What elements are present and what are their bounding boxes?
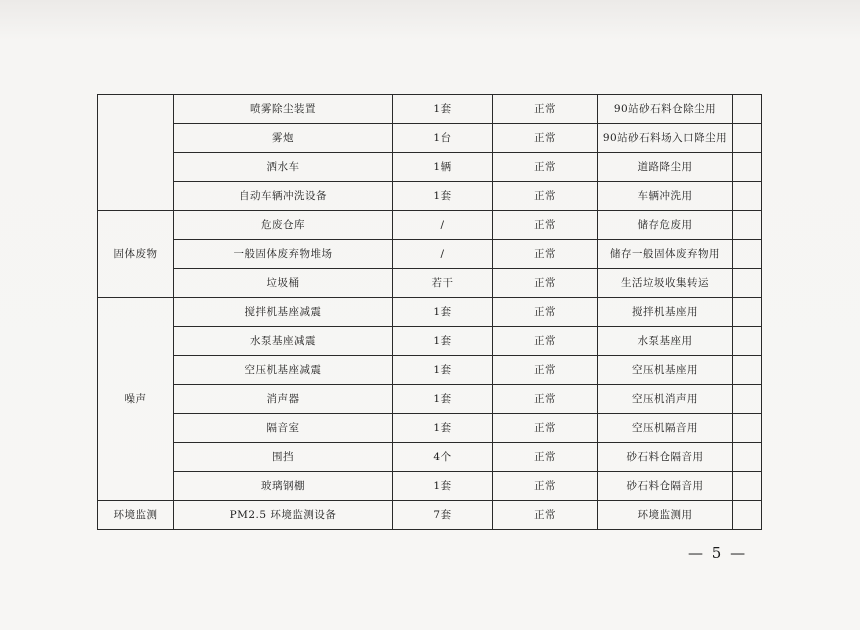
table-row (98, 153, 762, 182)
table-row (98, 327, 762, 356)
equipment-status: 正常 (493, 95, 598, 124)
category-cell-dust (98, 95, 174, 211)
equipment-purpose: 90站砂石料仓除尘用 (598, 95, 733, 124)
equipment-purpose: 储存危废用 (598, 211, 733, 240)
table-row (98, 298, 762, 327)
equipment-status: 正常 (493, 298, 598, 327)
remark-cell (733, 182, 762, 211)
remark-cell (733, 95, 762, 124)
equipment-status: 正常 (493, 269, 598, 298)
equipment-status: 正常 (493, 153, 598, 182)
equipment-quantity: / (393, 211, 493, 240)
table-row (98, 356, 762, 385)
table-row (98, 472, 762, 501)
equipment-quantity: 1套 (393, 472, 493, 501)
table-row (98, 240, 762, 269)
equipment-status: 正常 (493, 327, 598, 356)
equipment-quantity: 1辆 (393, 153, 493, 182)
table-row (98, 124, 762, 153)
equipment-status: 正常 (493, 443, 598, 472)
equipment-name: 消声器 (174, 385, 393, 414)
equipment-status: 正常 (493, 182, 598, 211)
table-row (98, 385, 762, 414)
equipment-name: 玻璃钢棚 (174, 472, 393, 501)
equipment-name: 空压机基座减震 (174, 356, 393, 385)
equipment-status: 正常 (493, 501, 598, 530)
equipment-purpose: 空压机基座用 (598, 356, 733, 385)
equipment-name: 搅拌机基座减震 (174, 298, 393, 327)
equipment-purpose: 道路降尘用 (598, 153, 733, 182)
equipment-status: 正常 (493, 240, 598, 269)
equipment-quantity: 1套 (393, 385, 493, 414)
equipment-purpose: 90站砂石料场入口降尘用 (598, 124, 733, 153)
equipment-purpose: 砂石料仓隔音用 (598, 443, 733, 472)
equipment-purpose: 水泵基座用 (598, 327, 733, 356)
remark-cell (733, 211, 762, 240)
remark-cell (733, 501, 762, 530)
equipment-name: 围挡 (174, 443, 393, 472)
remark-cell (733, 269, 762, 298)
equipment-status: 正常 (493, 356, 598, 385)
table-row (98, 182, 762, 211)
equipment-purpose: 搅拌机基座用 (598, 298, 733, 327)
equipment-quantity: 1套 (393, 327, 493, 356)
table-row (98, 414, 762, 443)
category-cell: 环境监测 (98, 501, 174, 530)
table-row (98, 269, 762, 298)
equipment-quantity: 若干 (393, 269, 493, 298)
remark-cell (733, 240, 762, 269)
equipment-purpose: 生活垃圾收集转运 (598, 269, 733, 298)
equipment-name: 垃圾桶 (174, 269, 393, 298)
equipment-status: 正常 (493, 124, 598, 153)
equipment-quantity: 1套 (393, 356, 493, 385)
equipment-table (97, 94, 762, 530)
equipment-name: 危废仓库 (174, 211, 393, 240)
page-number: — 5 — (688, 544, 748, 562)
equipment-quantity: 1套 (393, 182, 493, 211)
equipment-quantity: / (393, 240, 493, 269)
category-cell: 固体废物 (98, 211, 174, 298)
equipment-quantity: 1台 (393, 124, 493, 153)
equipment-name: 自动车辆冲洗设备 (174, 182, 393, 211)
equipment-quantity: 1套 (393, 414, 493, 443)
equipment-quantity: 1套 (393, 298, 493, 327)
equipment-name: 水泵基座减震 (174, 327, 393, 356)
remark-cell (733, 385, 762, 414)
equipment-name: 洒水车 (174, 153, 393, 182)
remark-cell (733, 356, 762, 385)
equipment-quantity: 1套 (393, 95, 493, 124)
remark-cell (733, 443, 762, 472)
equipment-name: 一般固体废弃物堆场 (174, 240, 393, 269)
equipment-purpose: 车辆冲洗用 (598, 182, 733, 211)
equipment-purpose: 空压机消声用 (598, 385, 733, 414)
equipment-purpose: 储存一般固体废弃物用 (598, 240, 733, 269)
equipment-status: 正常 (493, 414, 598, 443)
remark-cell (733, 124, 762, 153)
category-cell: 噪声 (98, 298, 174, 501)
remark-cell (733, 153, 762, 182)
equipment-status: 正常 (493, 211, 598, 240)
equipment-quantity: 4个 (393, 443, 493, 472)
equipment-purpose: 环境监测用 (598, 501, 733, 530)
remark-cell (733, 298, 762, 327)
table-row (98, 443, 762, 472)
equipment-name: 雾炮 (174, 124, 393, 153)
equipment-status: 正常 (493, 472, 598, 501)
equipment-name: PM2.5 环境监测设备 (174, 501, 393, 530)
equipment-name: 喷雾除尘装置 (174, 95, 393, 124)
equipment-name: 隔音室 (174, 414, 393, 443)
table-row (98, 211, 762, 240)
table-row (98, 95, 762, 124)
remark-cell (733, 472, 762, 501)
equipment-status: 正常 (493, 385, 598, 414)
remark-cell (733, 327, 762, 356)
equipment-quantity: 7套 (393, 501, 493, 530)
equipment-purpose: 砂石料仓隔音用 (598, 472, 733, 501)
equipment-purpose: 空压机隔音用 (598, 414, 733, 443)
remark-cell (733, 414, 762, 443)
table-row (98, 501, 762, 530)
